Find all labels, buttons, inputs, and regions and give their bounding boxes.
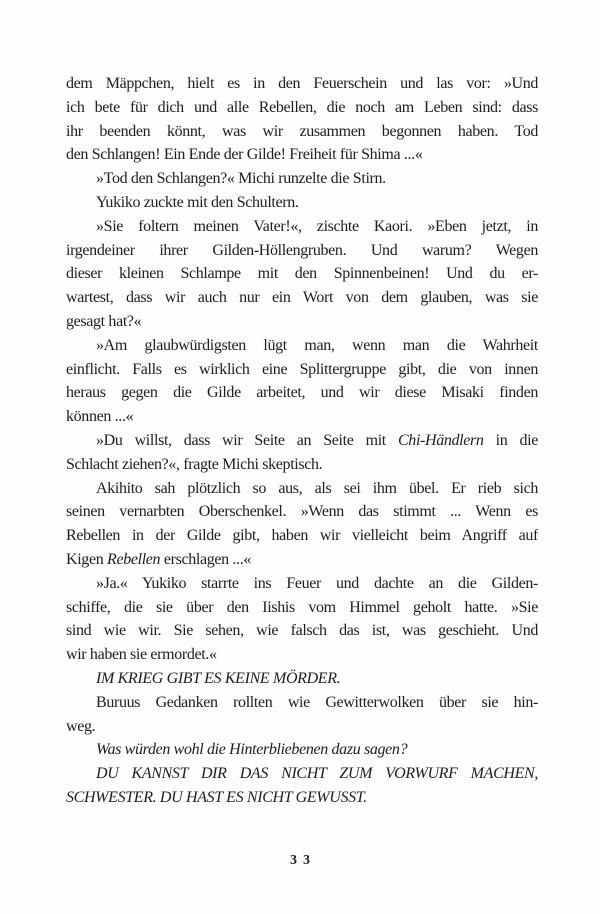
text-segment: wartest, dass wir auch nur ein Wort von dem glauben, was sie bbox=[66, 289, 538, 307]
text-line bbox=[66, 358, 538, 382]
text-line bbox=[66, 405, 538, 429]
text-segment: »Sie foltern meinen Vater!«, zischte Kaori. »Eben jetzt, in bbox=[96, 217, 538, 235]
body-text bbox=[66, 72, 538, 810]
text-segment: weg. bbox=[66, 717, 96, 735]
text-line bbox=[66, 334, 538, 358]
text-line bbox=[66, 310, 538, 334]
text-segment: Buruus Gedanken rollten wie Gewitterwolken über sie hin- bbox=[96, 693, 538, 711]
text-line bbox=[66, 524, 538, 548]
text-segment: irgendeiner ihrer Gilden-Höllengruben. Und warum? Wegen bbox=[66, 241, 538, 259]
text-segment: »Tod den Schlangen?« Michi runzelte die Stirn. bbox=[96, 170, 386, 188]
italic-text-segment: Was würden wohl die Hinterbliebenen dazu sagen? bbox=[96, 741, 408, 759]
text-segment: wir haben sie ermordet.« bbox=[66, 646, 217, 664]
text-segment: »Ja.« Yukiko starrte ins Feuer und dachte an die Gilden- bbox=[96, 574, 538, 592]
text-segment: seinen vernarbten Oberschenkel. »Wenn das stimmt ... Wenn es bbox=[66, 503, 538, 521]
text-segment: heraus gegen die Gilde arbeitet, und wir diese Misaki finden bbox=[66, 384, 538, 402]
text-line bbox=[66, 715, 538, 739]
text-segment: erschlagen ...« bbox=[160, 550, 251, 568]
italic-text-segment: Chi-Händlern bbox=[397, 431, 484, 449]
text-segment: dieser kleinen Schlampe mit den Spinnenbeinen! Und du er- bbox=[66, 265, 538, 283]
text-line bbox=[66, 262, 538, 286]
text-line bbox=[66, 786, 538, 810]
text-line bbox=[66, 120, 538, 144]
text-line bbox=[66, 429, 538, 453]
text-line bbox=[66, 643, 538, 667]
text-line bbox=[66, 286, 538, 310]
text-segment: »Du willst, dass wir Seite an Seite mit bbox=[96, 431, 398, 449]
text-line bbox=[66, 500, 538, 524]
text-line bbox=[66, 167, 538, 191]
text-segment: gesagt hat?« bbox=[66, 312, 142, 330]
text-line bbox=[66, 667, 538, 691]
text-line bbox=[66, 762, 538, 786]
text-segment: sind wie wir. Sie sehen, wie falsch das ist, was geschieht. Und bbox=[66, 622, 538, 640]
text-segment: in die bbox=[483, 431, 538, 449]
text-line bbox=[66, 72, 538, 96]
text-line bbox=[66, 143, 538, 167]
page-number: 33 bbox=[290, 853, 316, 868]
text-line bbox=[66, 596, 538, 620]
text-line bbox=[66, 572, 538, 596]
italic-text-segment: SCHWESTER. DU HAST ES NICHT GEWUSST. bbox=[66, 788, 367, 806]
text-segment: ihr beenden könnt, was wir zusammen begonnen haben. Tod bbox=[66, 122, 538, 140]
text-segment: einflicht. Falls es wirklich eine Splittergruppe gibt, die von innen bbox=[66, 360, 538, 378]
text-line bbox=[66, 191, 538, 215]
text-line bbox=[66, 215, 538, 239]
text-line bbox=[66, 619, 538, 643]
text-segment: Akihito sah plötzlich so aus, als sei ihm übel. Er rieb sich bbox=[96, 479, 538, 497]
text-segment: Rebellen in der Gilde gibt, haben wir vielleicht beim Angriff auf bbox=[66, 527, 538, 545]
text-line bbox=[66, 548, 538, 572]
text-segment: Yukiko zuckte mit den Schultern. bbox=[96, 193, 299, 211]
text-segment: Schlacht ziehen?«, fragte Michi skeptisch. bbox=[66, 455, 323, 473]
text-line bbox=[66, 239, 538, 263]
text-segment: können ...« bbox=[66, 408, 134, 426]
italic-text-segment: DU KANNST DIR DAS NICHT ZUM VORWURF MACHEN, bbox=[96, 765, 538, 783]
text-segment: Kigen bbox=[66, 550, 108, 568]
text-line bbox=[66, 738, 538, 762]
text-segment: den Schlangen! Ein Ende der Gilde! Freiheit für Shima ...« bbox=[66, 146, 423, 164]
italic-text-segment: Rebellen bbox=[107, 550, 161, 568]
text-segment: ich bete für dich und alle Rebellen, die noch am Leben sind: dass bbox=[66, 98, 538, 116]
text-line bbox=[66, 691, 538, 715]
text-line bbox=[66, 381, 538, 405]
text-line bbox=[66, 96, 538, 120]
text-segment: »Am glaubwürdigsten lügt man, wenn man die Wahrheit bbox=[96, 336, 538, 354]
text-segment: schiffe, die sie über den Iishis vom Himmel geholt hatte. »Sie bbox=[66, 598, 538, 616]
text-line bbox=[66, 477, 538, 501]
text-segment: dem Mäppchen, hielt es in den Feuerschein und las vor: »Und bbox=[66, 75, 538, 92]
text-line bbox=[66, 453, 538, 477]
italic-text-segment: IM KRIEG GIBT ES KEINE MÖRDER. bbox=[96, 669, 341, 687]
